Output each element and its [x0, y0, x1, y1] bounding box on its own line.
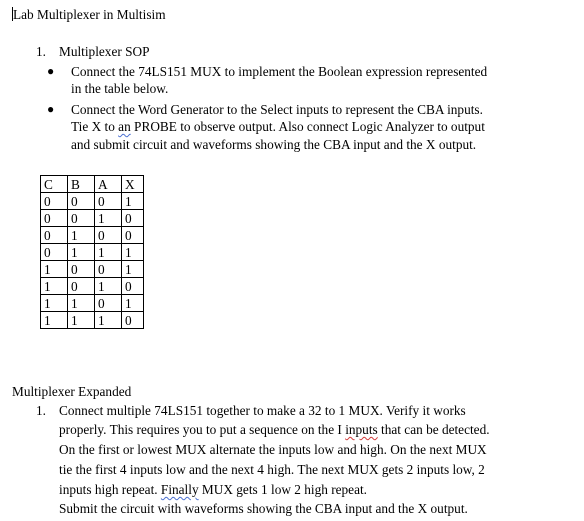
table-cell: 0	[41, 210, 68, 227]
table-cell: 1	[122, 295, 144, 312]
table-header-cell: B	[68, 176, 95, 193]
table-cell: 1	[41, 295, 68, 312]
document-title-text: Lab Multiplexer in Multisim	[13, 7, 166, 22]
table-cell: 1	[68, 312, 95, 329]
table-cell: 1	[122, 193, 144, 210]
table-cell: 1	[68, 295, 95, 312]
table-cell: 0	[68, 193, 95, 210]
bullet-dot-icon: ●	[47, 102, 55, 116]
table-row	[41, 193, 144, 210]
table-row	[41, 244, 144, 261]
bullet1-line1: Connect the 74LS151 MUX to implement the Boolean expression represented	[71, 64, 488, 79]
table-cell: 0	[68, 261, 95, 278]
table-row	[41, 295, 144, 312]
table-row	[41, 312, 144, 329]
table-cell: 1	[68, 244, 95, 261]
table-cell: 1	[41, 312, 68, 329]
section2-line6: Submit the circuit with waveforms showing the CBA input and the X output.	[59, 501, 468, 516]
table-row	[41, 261, 144, 278]
table-cell: 0	[41, 193, 68, 210]
table-header-cell: X	[122, 176, 144, 193]
table-cell: 0	[41, 244, 68, 261]
section2-heading: Multiplexer Expanded	[12, 384, 132, 399]
bullet-dot-icon: ●	[47, 64, 55, 78]
table-cell: 0	[122, 312, 144, 329]
table-cell: 1	[95, 278, 122, 295]
bullet2-line2: Tie X to an PROBE to observe output. Also connect Logic Analyzer to output	[71, 119, 485, 134]
truth-table-header-row	[41, 176, 144, 193]
section1-heading: Multiplexer SOP	[59, 44, 150, 59]
table-cell: 1	[68, 227, 95, 244]
table-cell: 1	[95, 210, 122, 227]
section2-number: 1.	[36, 403, 46, 418]
table-cell: 1	[95, 312, 122, 329]
truth-table	[40, 175, 144, 329]
grammar-flag-word: Finally	[160, 482, 199, 497]
document-title	[12, 6, 166, 23]
table-cell: 0	[41, 227, 68, 244]
table-header-cell: A	[95, 176, 122, 193]
bullet2-line1: Connect the Word Generator to the Select inputs to represent the CBA inputs.	[71, 102, 483, 117]
table-header-cell: C	[41, 176, 68, 193]
grammar-flag-word: an	[118, 119, 131, 134]
section1-number: 1.	[36, 44, 46, 59]
table-cell: 0	[95, 193, 122, 210]
table-row	[41, 210, 144, 227]
table-cell: 0	[68, 210, 95, 227]
bullet2-line3: and submit circuit and waveforms showing the CBA input and the X output.	[71, 137, 477, 152]
table-cell: 1	[122, 244, 144, 261]
section2-line1: Connect multiple 74LS151 together to make a 32 to 1 MUX. Verify it works	[59, 403, 466, 418]
section2-line3: On the first or lowest MUX alternate the inputs low and high. On the next MUX	[59, 442, 487, 457]
table-cell: 0	[122, 278, 144, 295]
table-cell: 0	[95, 227, 122, 244]
section2-line4: tie the first 4 inputs low and the next 4 high. The next MUX gets 2 inputs low, 2	[59, 462, 485, 477]
table-cell: 0	[95, 261, 122, 278]
table-row	[41, 227, 144, 244]
table-cell: 0	[122, 227, 144, 244]
bullet1-line2: in the table below.	[71, 81, 169, 96]
table-cell: 0	[95, 295, 122, 312]
table-cell: 0	[122, 210, 144, 227]
table-row	[41, 278, 144, 295]
table-cell: 1	[41, 261, 68, 278]
table-cell: 1	[122, 261, 144, 278]
table-cell: 1	[95, 244, 122, 261]
section2-line2: properly. This requires you to put a sequence on the I inputs that can be detected.	[59, 422, 490, 437]
spelling-flag-word: inputs	[345, 422, 378, 437]
table-cell: 0	[68, 278, 95, 295]
table-cell: 1	[41, 278, 68, 295]
section2-line5: inputs high repeat. Finally MUX gets 1 low 2 high repeat.	[59, 482, 368, 497]
